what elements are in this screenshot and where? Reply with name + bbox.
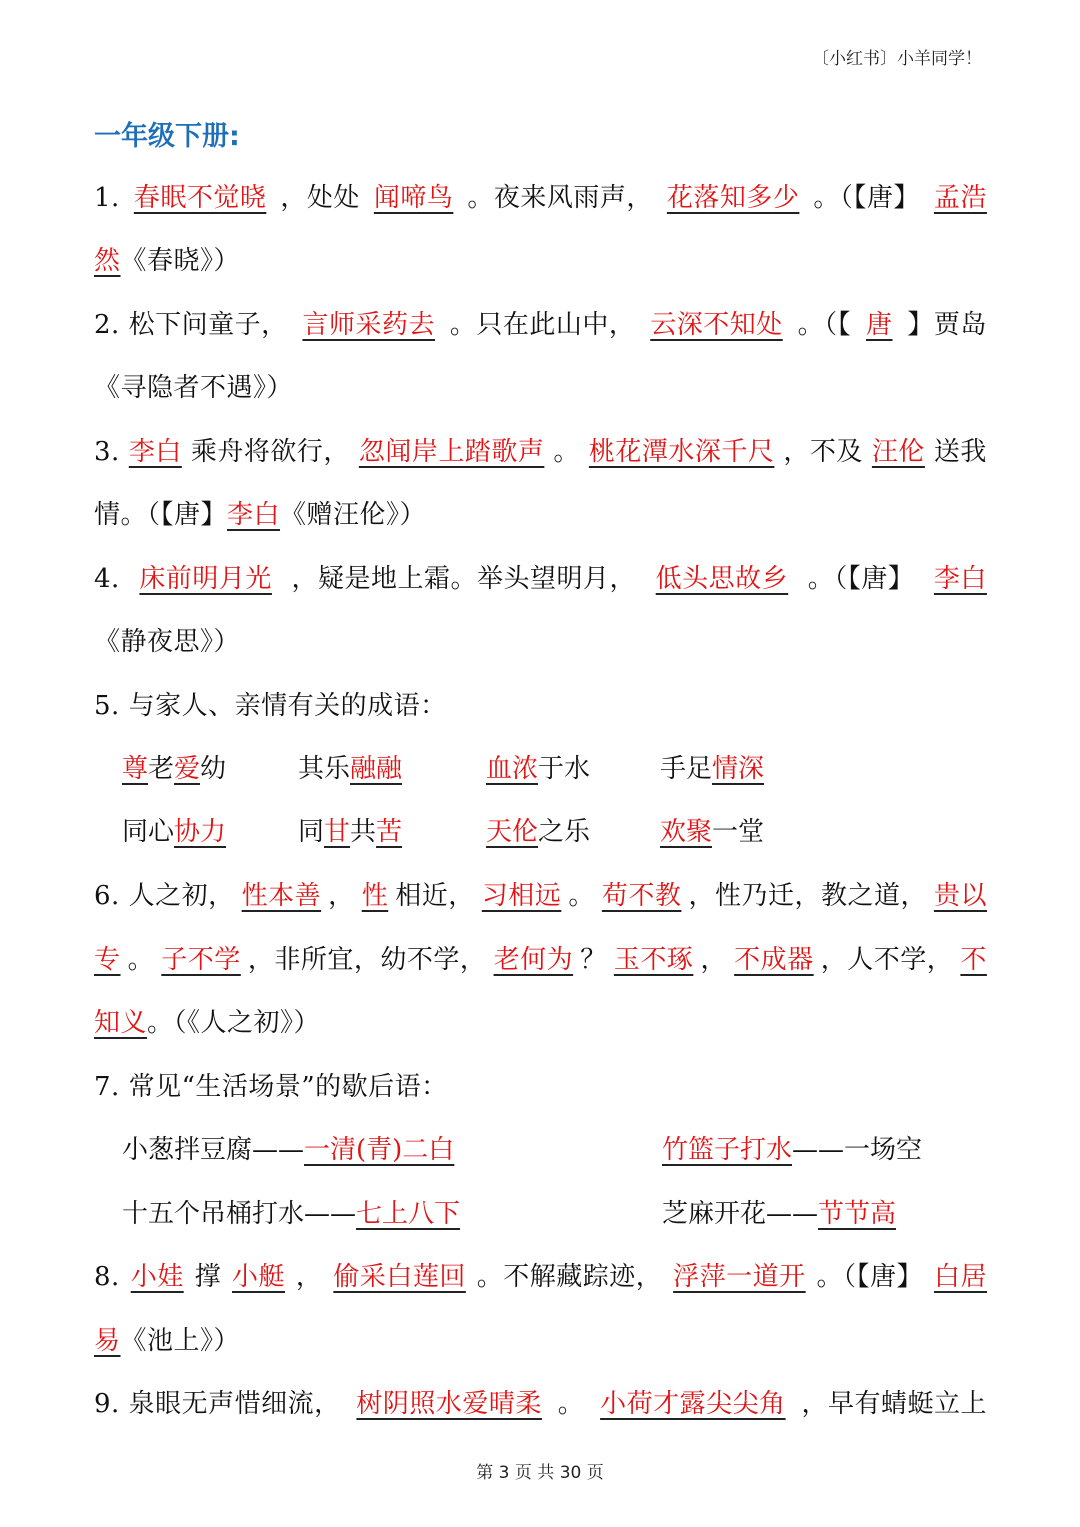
plain-text: 9. 泉眼无声惜细流，: [94, 1389, 341, 1419]
answer-text: 爱: [174, 754, 201, 784]
plain-text: 同: [298, 817, 325, 847]
answer-text: 贵以: [933, 881, 987, 911]
answer-text: 专: [94, 945, 121, 975]
plain-text: 。只在此山中，: [449, 310, 636, 340]
plain-text: 。（【唐】: [807, 564, 915, 594]
xiehouyu: [662, 1196, 896, 1232]
plain-text: 《静夜思》）: [94, 627, 241, 657]
answer-text: 欢聚: [660, 817, 713, 847]
plain-text: 相近，: [395, 881, 475, 911]
plain-text: 《春晓》）: [120, 246, 241, 276]
plain-text: 于水: [538, 754, 591, 784]
answer-text: 忽闻岸上踏歌声: [358, 437, 545, 467]
answer-text: 性: [361, 881, 389, 911]
verse-line: [94, 1259, 987, 1295]
answer-text: 老何为: [493, 945, 574, 975]
answer-text: 一清(青)二白: [304, 1135, 455, 1165]
plain-text: 4.: [94, 564, 120, 594]
plain-text: 7. 常见“生活场景”的歇后语：: [94, 1072, 448, 1102]
xiehouyu: [662, 1132, 922, 1168]
answer-text: 桃花潭水深千尺: [588, 437, 775, 467]
answer-text: 甘: [324, 817, 351, 847]
plain-text: ，: [295, 1262, 323, 1292]
answer-text: 李白: [933, 564, 987, 594]
plain-text: 《寻隐者不遇》）: [94, 373, 294, 403]
answer-text: 汪伦: [871, 437, 925, 467]
idiom: [660, 814, 764, 850]
plain-text: 一堂: [712, 817, 765, 847]
answer-text: 闻啼鸟: [373, 183, 454, 213]
answer-text: 树阴照水爱晴柔: [356, 1389, 542, 1419]
answer-text: 协力: [174, 817, 227, 847]
plain-text: 1.: [94, 183, 120, 213]
answer-text: 易: [94, 1326, 121, 1356]
answer-text: 偷采白莲回: [333, 1262, 466, 1292]
verse-line: [94, 307, 987, 343]
plain-text: 撑: [194, 1262, 222, 1292]
plain-text: 其乐: [298, 754, 351, 784]
answer-text: 云深不知处: [650, 310, 783, 340]
plain-text: 。（【唐】: [816, 1262, 924, 1292]
plain-text: 之乐: [538, 817, 591, 847]
idiom: [122, 814, 226, 850]
plain-text: 。（【: [797, 310, 852, 340]
verse-line: [94, 624, 987, 660]
plain-text: ——一场空: [792, 1135, 923, 1165]
plain-text: 6. 人之初，: [94, 881, 235, 911]
plain-text: 。: [557, 1389, 585, 1419]
verse-line: [94, 243, 987, 279]
answer-text: 天伦: [486, 817, 539, 847]
plain-text: ，早有蜻蜓立上: [801, 1389, 987, 1419]
plain-text: 。夜来风雨声，: [467, 183, 653, 213]
plain-text: 《赠汪伦》）: [280, 500, 427, 530]
plain-text: 《池上》）: [120, 1326, 241, 1356]
plain-text: 。: [127, 945, 155, 975]
verse-line: [94, 180, 987, 216]
answer-text: 小娃: [130, 1262, 184, 1292]
answer-text: 不成器: [734, 945, 814, 975]
plain-text: 送我: [933, 437, 987, 467]
plain-text: ？: [580, 945, 607, 975]
answer-text: 不: [960, 945, 987, 975]
plain-text: 5. 与家人、亲情有关的成语：: [94, 691, 447, 721]
verse-line: [94, 434, 987, 470]
answer-text: 浮萍一道开: [673, 1262, 806, 1292]
idiom: [298, 751, 402, 787]
answer-text: 血浓: [486, 754, 539, 784]
plain-text: 幼: [200, 754, 227, 784]
answer-text: 然: [94, 246, 121, 276]
verse-line: [94, 497, 987, 533]
plain-text: 老: [148, 754, 175, 784]
plain-text: 芝麻开花——: [662, 1199, 819, 1229]
plain-text: ，处处: [280, 183, 360, 213]
plain-text: 情。（【唐】: [94, 500, 228, 530]
plain-text: 3.: [94, 437, 120, 467]
answer-text: 习相远: [481, 881, 562, 911]
plain-text: 。: [553, 437, 580, 467]
answer-text: 融融: [350, 754, 403, 784]
verse-line: [94, 1069, 987, 1105]
header-note: 〔小红书〕小羊同学！: [812, 49, 982, 69]
answer-text: 小艇: [232, 1262, 286, 1292]
answer-text: 孟浩: [933, 183, 987, 213]
answer-text: 唐: [866, 310, 893, 340]
plain-text: 。: [568, 881, 595, 911]
answer-text: 知义: [94, 1008, 148, 1038]
answer-text: 白居: [933, 1262, 987, 1292]
plain-text: 乘舟将欲行，: [190, 437, 350, 467]
plain-text: ，疑是地上霜。举头望明月，: [291, 564, 637, 594]
plain-text: ，性乃迁，教之道，: [688, 881, 927, 911]
plain-text: ，非所宜，幼不学，: [247, 945, 487, 975]
xiehouyu: [122, 1132, 454, 1168]
answer-text: 春眠不觉晓: [133, 183, 267, 213]
plain-text: 十五个吊桶打水——: [122, 1199, 357, 1229]
verse-line: [94, 1386, 987, 1422]
verse-line: [94, 688, 987, 724]
verse-line: [94, 942, 987, 978]
answer-text: 低头思故乡: [655, 564, 789, 594]
answer-text: 苟不教: [601, 881, 682, 911]
plain-text: 2. 松下问童子，: [94, 310, 288, 340]
plain-text: 手足: [660, 754, 713, 784]
answer-text: 苦: [376, 817, 403, 847]
answer-text: 李白: [227, 500, 281, 530]
plain-text: ，人不学，: [820, 945, 954, 975]
plain-text: 小葱拌豆腐——: [122, 1135, 305, 1165]
plain-text: ，: [700, 945, 727, 975]
idiom: [486, 814, 590, 850]
section-title: 一年级下册:: [94, 121, 240, 152]
plain-text: 共: [350, 817, 377, 847]
verse-line: [94, 370, 987, 406]
answer-text: 李白: [128, 437, 182, 467]
answer-text: 情深: [712, 754, 765, 784]
plain-text: 同心: [122, 817, 175, 847]
plain-text: 8.: [94, 1262, 120, 1292]
idiom: [486, 751, 590, 787]
plain-text: 。不解藏踪迹，: [476, 1262, 663, 1292]
answer-text: 尊: [122, 754, 149, 784]
answer-text: 床前明月光: [139, 564, 272, 594]
answer-text: 花落知多少: [666, 183, 800, 213]
answer-text: 玉不琢: [613, 945, 694, 975]
verse-line: [94, 878, 987, 914]
plain-text: 。（《人之初》）: [147, 1008, 321, 1038]
plain-text: 】贾岛: [907, 310, 987, 340]
answer-text: 子不学: [161, 945, 241, 975]
idiom: [298, 814, 402, 850]
answer-text: 言师采药去: [302, 310, 435, 340]
page-footer: 第 3 页 共 30 页: [476, 1463, 604, 1483]
answer-text: 性本善: [241, 881, 322, 911]
verse-line: [94, 1323, 987, 1359]
verse-line: [94, 561, 987, 597]
plain-text: ，: [328, 881, 355, 911]
verse-line: [94, 1005, 987, 1041]
answer-text: 节节高: [818, 1199, 897, 1229]
answer-text: 小荷才露尖尖角: [600, 1389, 786, 1419]
answer-text: 竹篮子打水: [662, 1135, 793, 1165]
answer-text: 七上八下: [356, 1199, 461, 1229]
idiom: [122, 751, 226, 787]
idiom: [660, 751, 764, 787]
plain-text: ，不及: [783, 437, 863, 467]
plain-text: 。（【唐】: [813, 183, 920, 213]
xiehouyu: [122, 1196, 460, 1232]
